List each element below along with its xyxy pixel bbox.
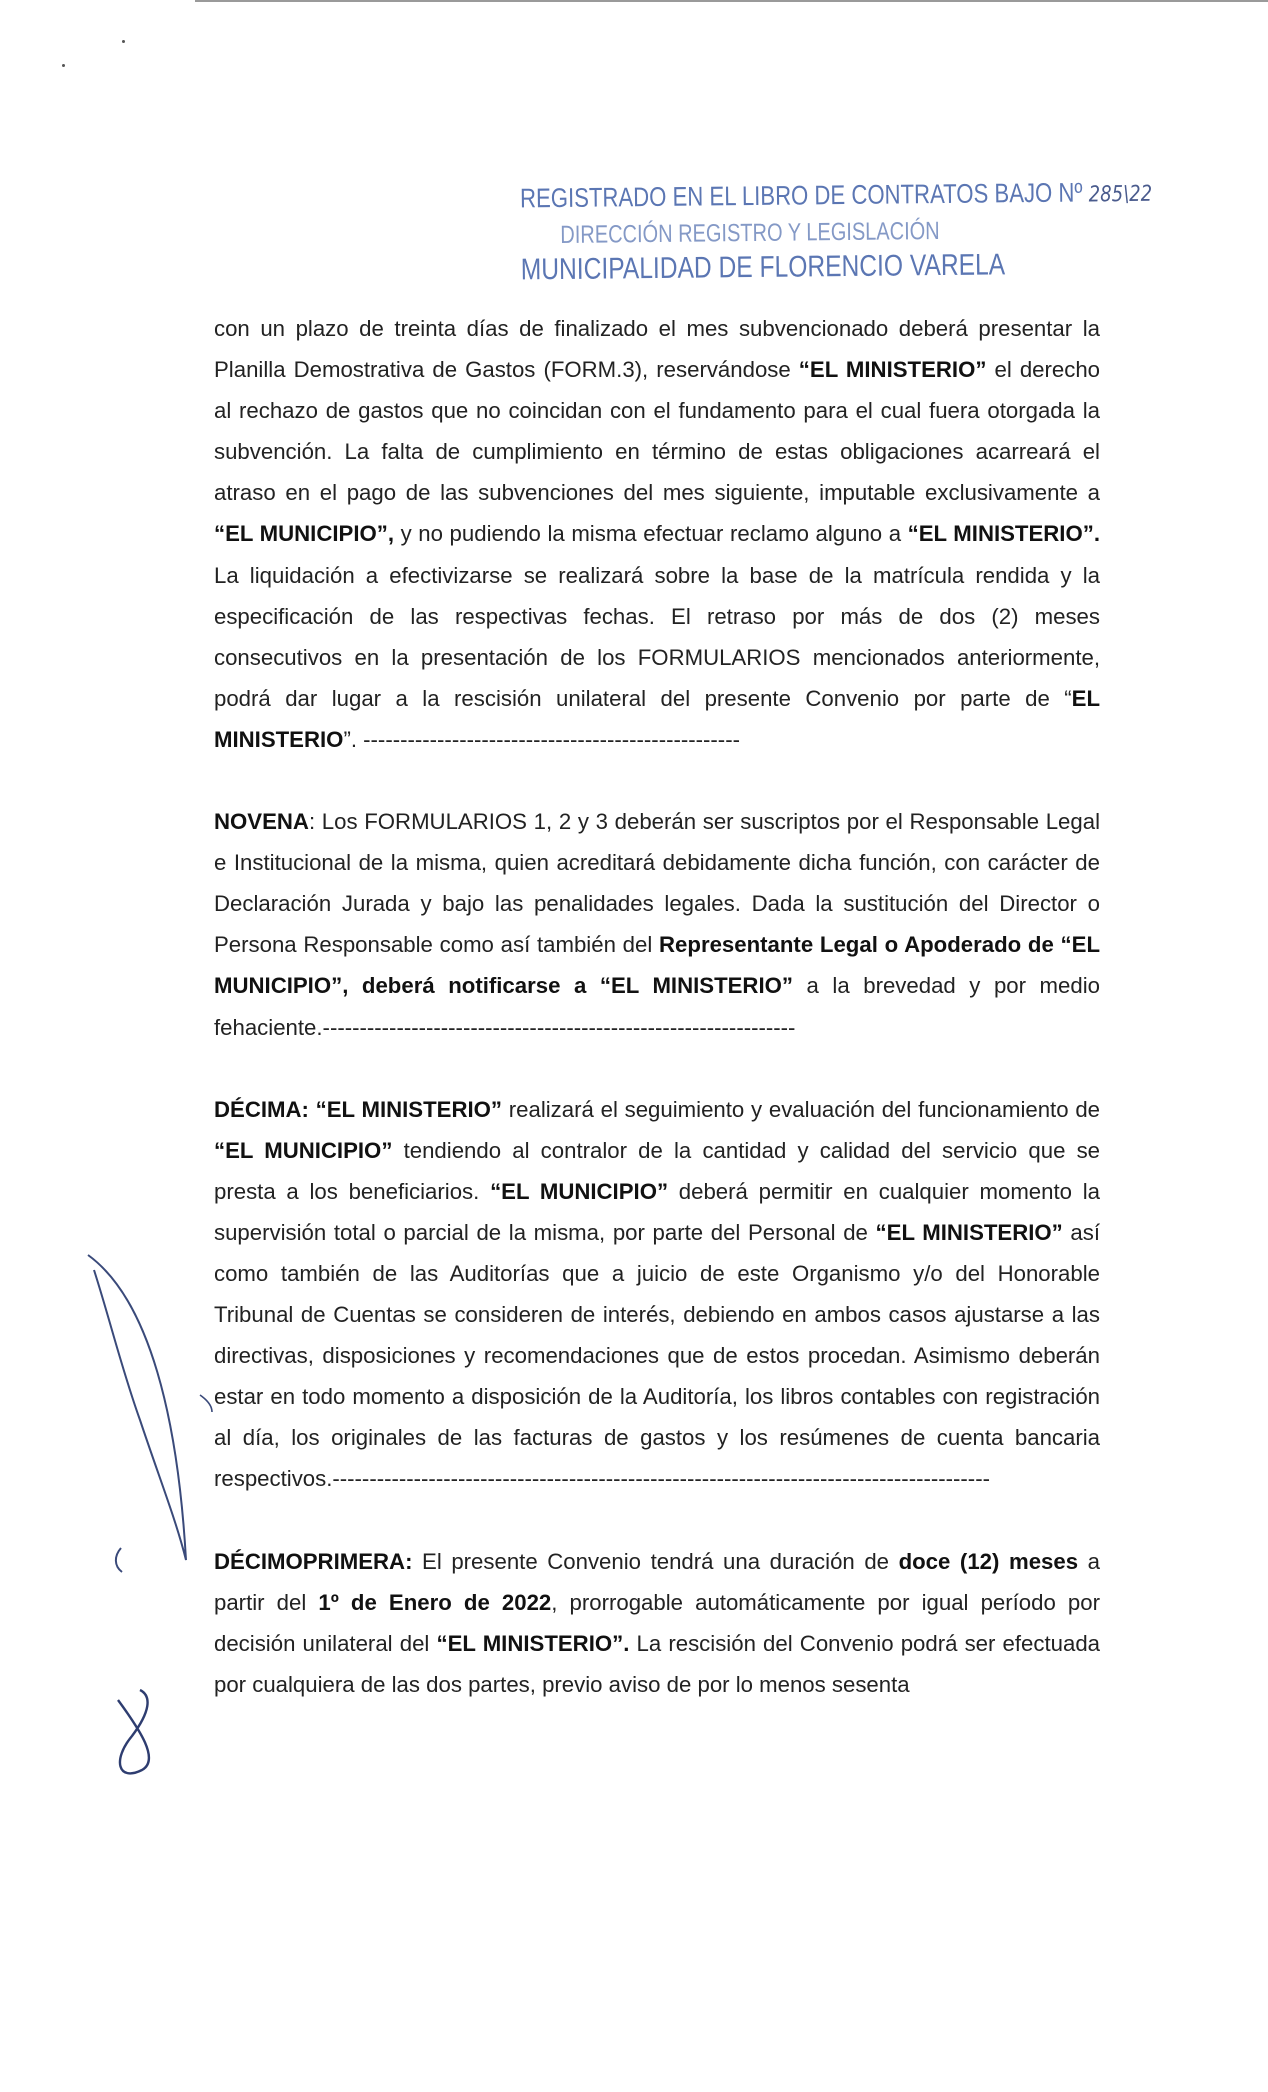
scan-top-edge (195, 0, 1268, 2)
bold-text-run: “EL MINISTERIO”. (436, 1630, 630, 1656)
bold-text-run: “EL MUNICIPIO”, (214, 521, 394, 547)
registry-stamp (469, 175, 1153, 290)
text-run: La rescisión del Convenio podrá ser efectuada por cualquiera de las dos partes, previo aviso de por lo menos sesenta (214, 1630, 1101, 1697)
bold-text-run: 1º de Enero de 2022 (318, 1589, 552, 1615)
text-run: realizará el seguimiento y evaluación del funcionamiento de (502, 1096, 1100, 1122)
bold-text-run: DÉCIMA: “EL MINISTERIO” (214, 1096, 502, 1122)
text-run: a la brevedad y por medio fehaciente.---------------------------------------------------------------- (214, 973, 1100, 1040)
text-run: , prorrogable automáticamente por igual período por decisión unilateral del (214, 1589, 1100, 1656)
contract-paragraph (214, 1089, 1100, 1500)
stamp-contract-number: 285\22 (1088, 181, 1153, 208)
stamp-registry-text: REGISTRADO EN EL LIBRO DE CONTRATOS BAJO Nº (519, 177, 1083, 214)
text-run: y no pudiendo la misma efectuar reclamo alguno a (394, 521, 908, 547)
contract-body (214, 308, 1100, 1746)
bold-text-run: doce (12) meses (898, 1548, 1079, 1574)
margin-stroke (200, 1395, 212, 1412)
scan-speck (62, 64, 65, 67)
contract-paragraph (214, 1541, 1100, 1705)
text-run: La liquidación a efectivizarse se realizará sobre la base de la matrícula rendida y la especificación de las respectivas fechas. El retraso por más de dos (2) meses consecutivos en la presentación de los FORMULARIOS mencionados anteriormente, podrá dar lugar a la rescisión unilateral del presente Convenio por parte de “ (214, 562, 1100, 711)
scan-speck (122, 40, 125, 43)
stamp-line-3: MUNICIPALIDAD DE FLORENCIO VARELA (520, 248, 1006, 287)
stamp-line-2: DIRECCIÓN REGISTRO Y LEGISLACIÓN (560, 217, 940, 249)
bold-text-run: EL MINISTERIO (214, 685, 1100, 752)
bold-text-run: NOVENA (214, 809, 309, 835)
contract-paragraph (214, 308, 1100, 760)
handwritten-initial-mark (118, 1690, 149, 1773)
bold-text-run: “EL MINISTERIO” (798, 357, 987, 383)
bold-text-run: “EL MUNICIPIO” (214, 1137, 393, 1163)
bold-text-run: “EL MINISTERIO” (875, 1219, 1063, 1245)
text-run: a partir del (214, 1548, 1100, 1615)
text-run: tendiendo al contralor de la cantidad y calidad del servicio que se presta a los beneficiarios. (214, 1137, 1101, 1204)
bold-text-run: Representante Legal o Apoderado de “EL MUNICIPIO”, deberá notificarse a “EL MINISTERIO” (214, 932, 1101, 999)
text-run: deberá permitir en cualquier momento la supervisión total o parcial de la misma, por parte del Personal de (214, 1178, 1101, 1245)
text-run: así como también de las Auditorías que a juicio de este Organismo y/o del Honorable Tribunal de Cuentas se consideren de interés, debiendo en ambos casos ajustarse a las directivas, disposiciones y recomendaciones que de estos procedan. Asimismo deberán estar en todo momento a disposición de la Auditoría, los libros contables con registración al día, los originales de las facturas de gastos y los resúmenes de cuenta bancaria respectivos.----------------------------------------------------------------------------------------- (214, 1219, 1101, 1492)
margin-tick-mark (116, 1548, 122, 1572)
margin-bracket-line (88, 1255, 186, 1560)
bold-text-run: DÉCIMOPRIMERA: (214, 1548, 413, 1574)
bold-text-run: “EL MINISTERIO”. (907, 521, 1100, 547)
text-run: el derecho al rechazo de gastos que no coincidan con el fundamento para el cual fuera otorgada la subvención. La falta de cumplimiento en término de estas obligaciones acarreará el atraso en el pago de las subvenciones del mes siguiente, imputable exclusivamente a (214, 357, 1101, 506)
stamp-line-1 (519, 176, 1153, 220)
contract-paragraph (214, 801, 1100, 1048)
text-run: con un plazo de treinta días de finalizado el mes subvencionado deberá presentar la Planilla Demostrativa de Gastos (FORM.3), reservándose (214, 316, 1100, 383)
text-run: : Los FORMULARIOS 1, 2 y 3 deberán ser suscriptos por el Responsable Legal e Institucional de la misma, quien acreditará debidamente dicha función, con carácter de Declaración Jurada y bajo las penalidades legales. Dada la sustitución del Director o Persona Responsable como así también del (214, 809, 1100, 958)
text-run: El presente Convenio tendrá una duración de (412, 1548, 899, 1574)
text-run: ”. --------------------------------------------------- (343, 726, 740, 752)
bold-text-run: “EL MUNICIPIO” (490, 1178, 669, 1204)
